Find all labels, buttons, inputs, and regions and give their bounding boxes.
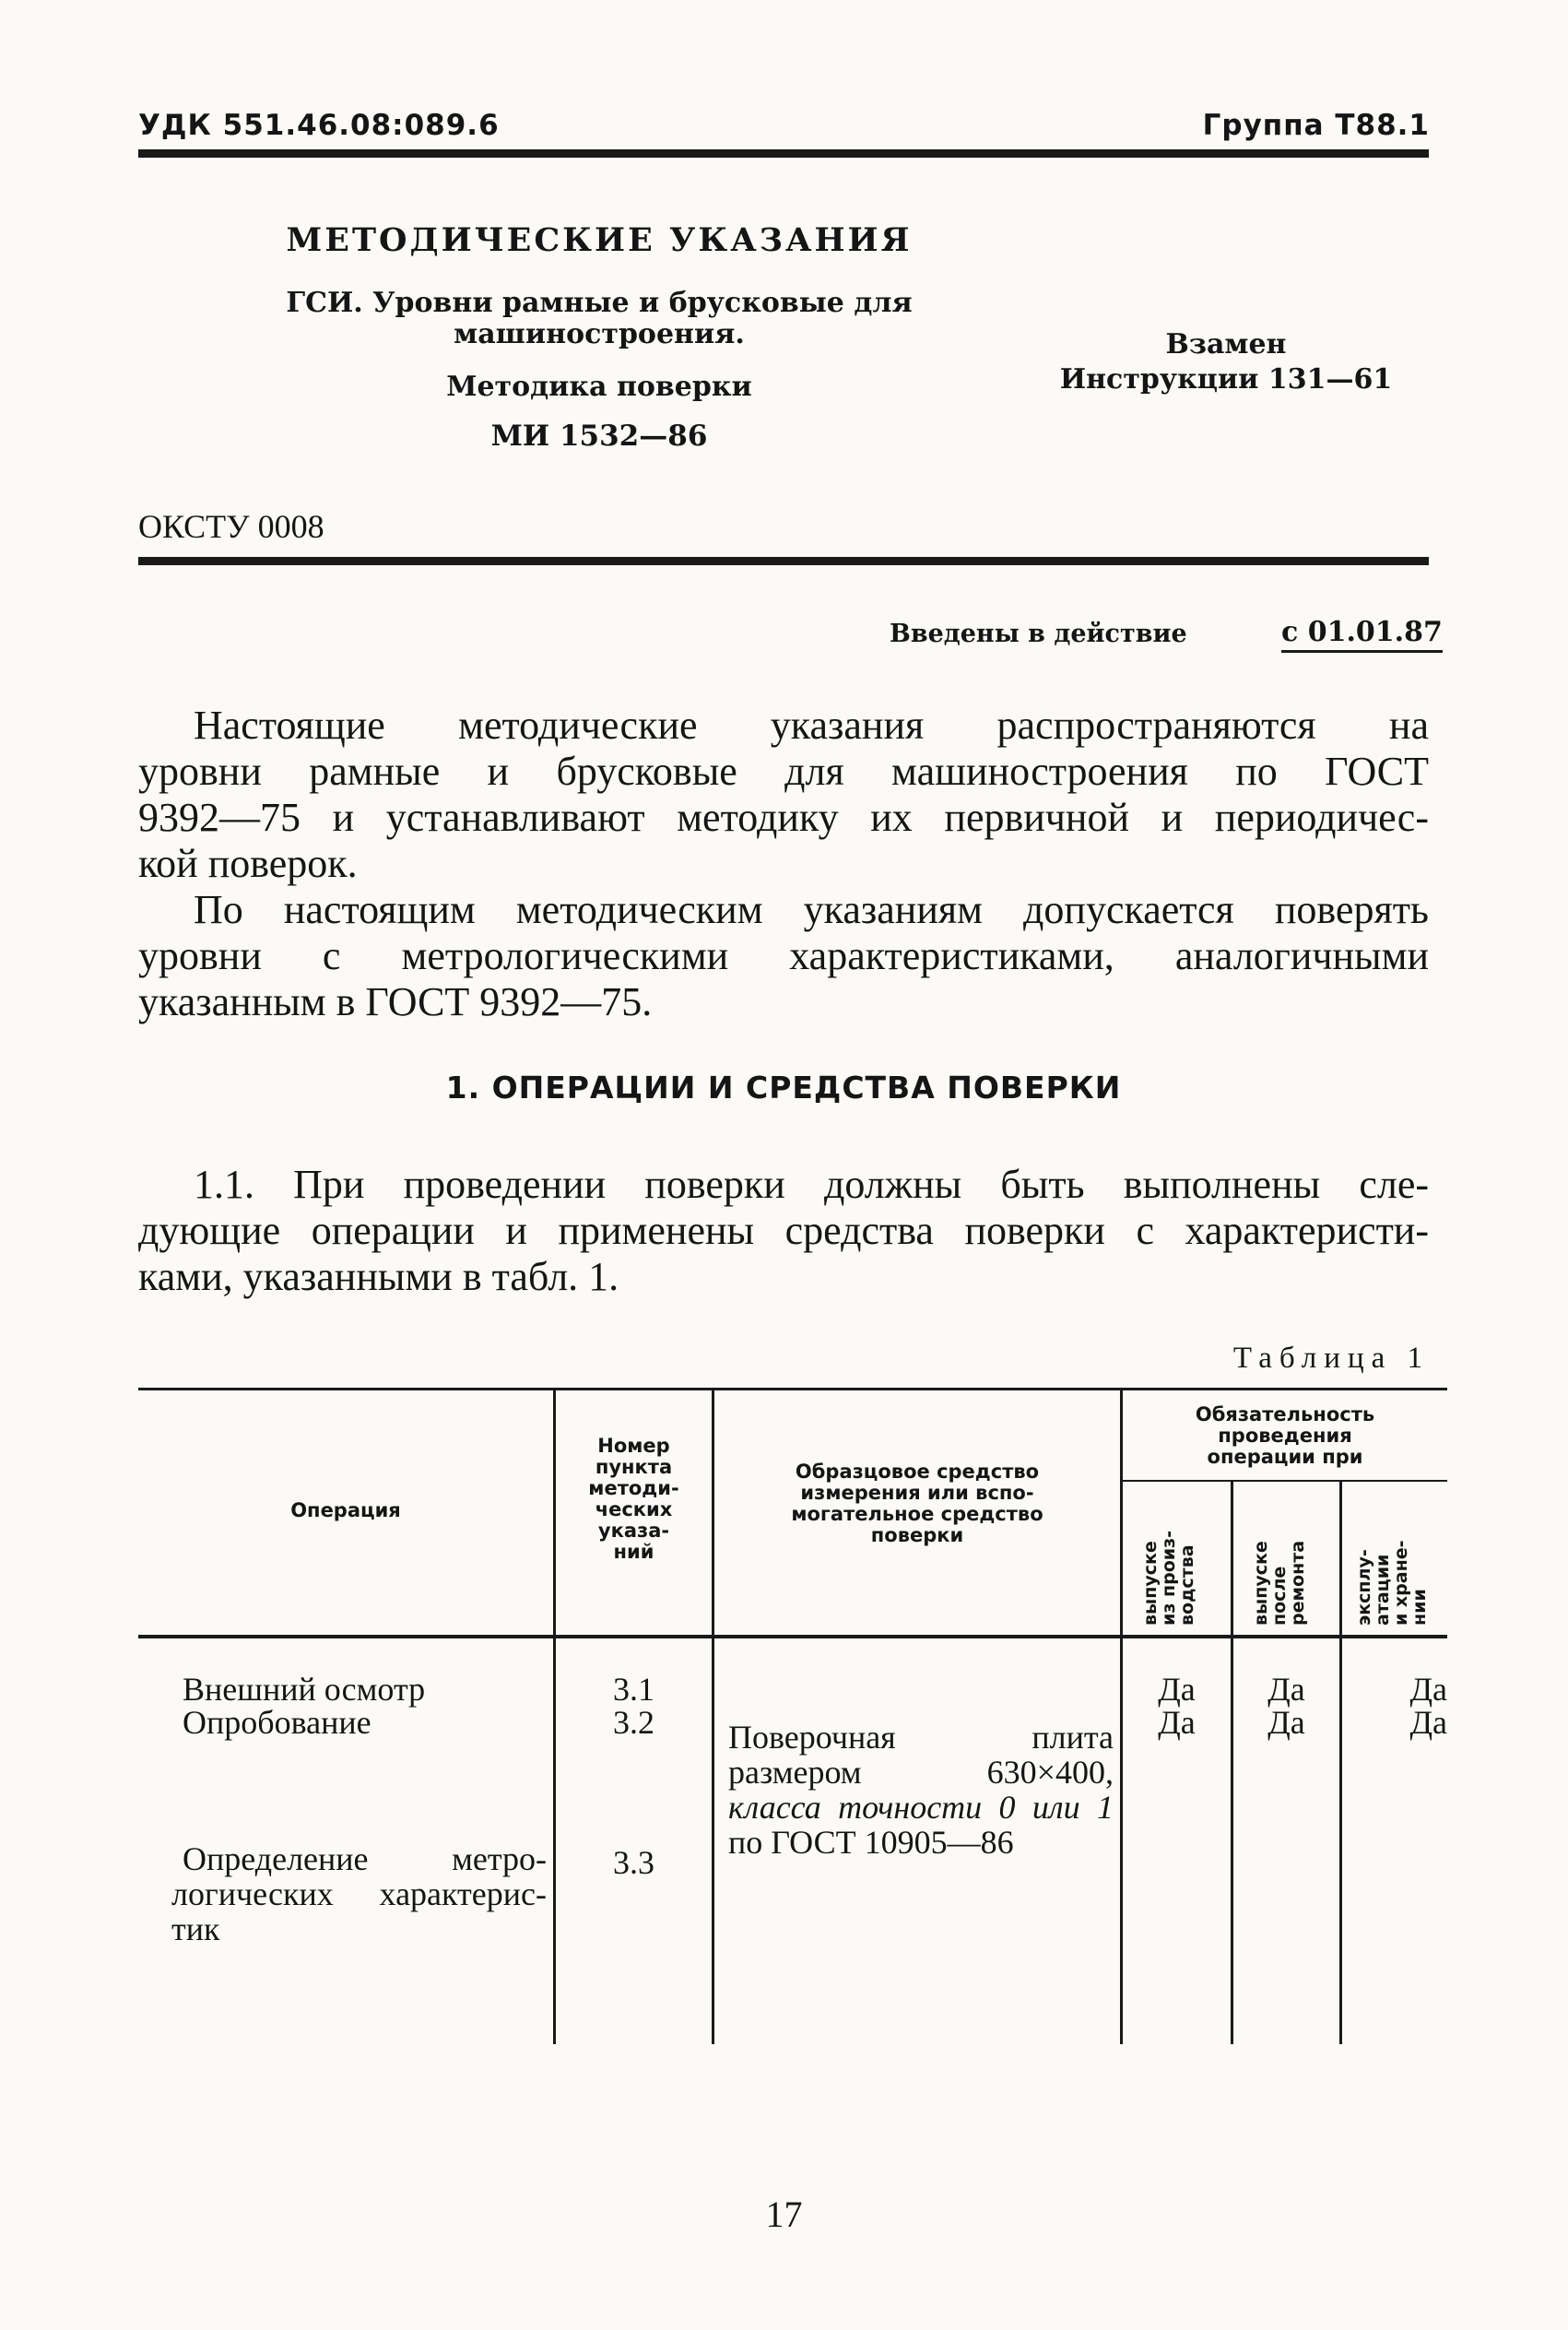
row-3-operation: [171, 1840, 547, 1947]
udk-code: УДК 551.46.08:089.6: [138, 109, 500, 142]
table-caption: Таблица 1: [1232, 1342, 1430, 1375]
text-line: уровни рамные и брусковые для машиностроения по ГОСТ: [138, 749, 1429, 794]
text-line: тик: [171, 1910, 220, 1947]
text-line: Поверочная плита: [728, 1719, 1114, 1756]
header-line: Обязательность: [1195, 1403, 1375, 1425]
header-line: поверки: [870, 1524, 964, 1546]
table-1: [138, 1388, 1447, 2052]
header-line: пункта: [595, 1456, 673, 1478]
replaces-value: Инструкции 131—61: [1059, 363, 1393, 396]
col-divider: [1231, 1480, 1233, 2044]
table-top-rule: [138, 1388, 1447, 1390]
header-line: Образцовое средство: [795, 1461, 1040, 1483]
row-1-val-3: Да: [1409, 1671, 1447, 1708]
text-line: Настоящие методические указания распространяются на: [194, 703, 1429, 748]
header-mandatory: [1123, 1404, 1447, 1468]
header-line: ний: [613, 1541, 654, 1563]
header-line: после: [1269, 1566, 1290, 1626]
text-line: уровни с метрологическими характеристиками, аналогичными: [138, 933, 1429, 978]
col-divider: [1339, 1480, 1342, 2044]
text-line: класса точности 0 или 1: [728, 1789, 1114, 1826]
header-rule: [138, 149, 1429, 158]
subtitle-line-2: машиностроения.: [454, 318, 745, 350]
text-line: размером 630×400,: [728, 1754, 1114, 1791]
row-2-val-2: Да: [1267, 1704, 1305, 1741]
header-line: методи-: [588, 1477, 679, 1499]
header-line: из произ-: [1159, 1531, 1179, 1626]
header-line: ческих: [595, 1498, 673, 1520]
intro-paragraph-2: [138, 887, 1429, 1025]
group-code: Группа Т88.1: [1202, 109, 1430, 142]
doc-type: МЕТОДИЧЕСКИЕ УКАЗАНИЯ: [286, 221, 913, 259]
header-line: измерения или вспо-: [800, 1482, 1034, 1504]
header-line: эксплу-: [1354, 1549, 1374, 1626]
table-header-rule: [138, 1635, 1447, 1638]
intro-paragraph-1: [138, 703, 1429, 887]
header-line: выпуске: [1140, 1541, 1161, 1626]
header-line: и хране-: [1391, 1540, 1411, 1626]
replaces-label: Взамен: [1165, 328, 1287, 361]
row-3-item: 3.3: [613, 1844, 654, 1881]
header-line: водства: [1177, 1544, 1197, 1626]
row-1-item: 3.1: [613, 1671, 654, 1708]
doc-method: Методика поверки: [446, 371, 752, 403]
subheader-repair: [1252, 1541, 1307, 1626]
section-heading: 1. ОПЕРАЦИИ И СРЕДСТВА ПОВЕРКИ: [445, 1070, 1122, 1106]
row-2-item: 3.2: [613, 1704, 654, 1741]
text-line: дующие операции и применены средства поверки с характеристи-: [138, 1208, 1429, 1253]
text-line: 1.1. При проведении поверки должны быть выполнены сле-: [194, 1162, 1429, 1207]
header-line: проведения: [1218, 1425, 1352, 1447]
header-line: атации: [1373, 1554, 1393, 1626]
row-2-val-3: Да: [1409, 1704, 1447, 1741]
text-line: ками, указанными в табл. 1.: [138, 1254, 619, 1299]
header-line: указа-: [597, 1520, 670, 1542]
header-line: Номер: [597, 1435, 670, 1457]
text-line: указанным в ГОСТ 9392—75.: [138, 979, 653, 1024]
header-line: операции при: [1207, 1446, 1363, 1468]
row-2-val-1: Да: [1158, 1704, 1196, 1741]
text-line: Определение метро-: [183, 1840, 547, 1877]
text-line: По настоящим методическим указаниям допускается поверять: [194, 887, 1429, 932]
okstu-rule: [138, 557, 1429, 565]
row-1-val-1: Да: [1158, 1671, 1196, 1708]
text-line: 9392—75 и устанавливают методику их первичной и периодичес-: [138, 795, 1429, 840]
row-1-operation: Внешний осмотр: [183, 1671, 426, 1708]
table-header-split-rule: [1120, 1480, 1447, 1482]
okstu-code: ОКСТУ 0008: [138, 508, 324, 545]
header-operation: Операция: [290, 1499, 401, 1521]
section-paragraph: [138, 1162, 1429, 1300]
subheader-operation: [1355, 1540, 1429, 1626]
means-text: [728, 1720, 1114, 1860]
text-line: логических характерис-: [171, 1875, 547, 1912]
row-1-val-2: Да: [1267, 1671, 1305, 1708]
header-means: [714, 1461, 1120, 1546]
text-line: по ГОСТ 10905—86: [728, 1824, 1014, 1861]
row-2-operation: Опробование: [183, 1704, 371, 1741]
header-line: нии: [1409, 1589, 1430, 1626]
effective-label: Введены в действие: [890, 620, 1187, 648]
doc-code: МИ 1532—86: [490, 420, 708, 453]
subtitle-line-1: ГСИ. Уровни рамные и брусковые для: [286, 287, 913, 319]
header-item-no: [556, 1436, 712, 1563]
page-number: 17: [765, 2194, 803, 2235]
header-line: выпуске: [1251, 1541, 1271, 1626]
replaces-block: [1051, 327, 1401, 397]
header-line: могательное средство: [791, 1503, 1043, 1525]
doc-subtitle: [277, 288, 922, 350]
subheader-production: [1141, 1531, 1197, 1626]
header-line: ремонта: [1288, 1540, 1308, 1626]
effective-date: с 01.01.87: [1281, 616, 1443, 653]
text-line: кой поверок.: [138, 841, 358, 886]
